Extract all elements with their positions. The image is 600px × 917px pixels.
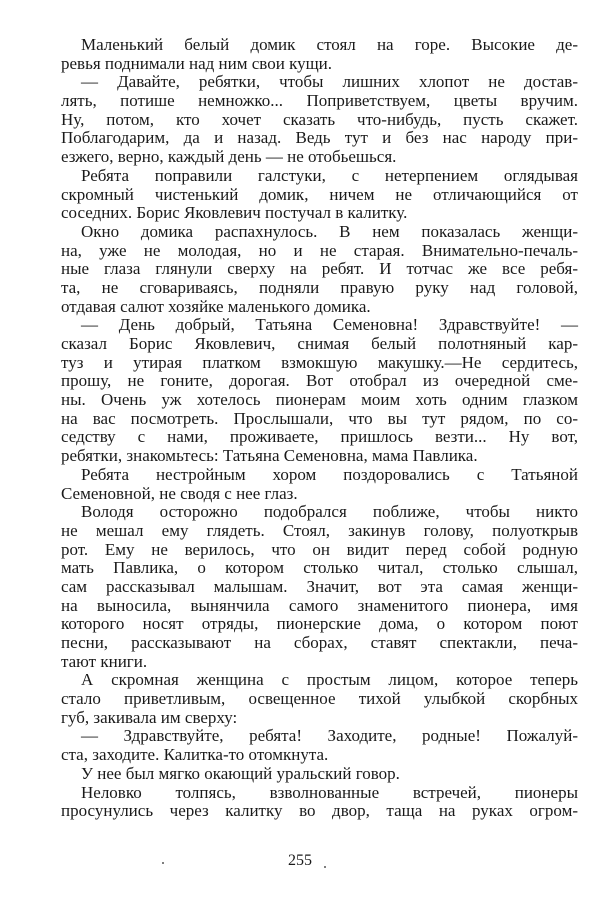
text-line: ные глаза глянули сверху на ребят. И тотчас же все ребя- (61, 259, 578, 279)
text-line: туз и утирая платком взмокшую макушку.—Не сердитесь, (61, 352, 578, 372)
text-line: скромный чистенький домик, ничем не отличающийся от (61, 184, 578, 204)
paragraph (61, 765, 578, 784)
text-line: соседних. Борис Яковлевич постучал в калитку. (61, 203, 408, 223)
text-line: сам рассказывал малышам. Значит, вот эта самая женщи- (61, 576, 578, 596)
text-line: отдавая салют хозяйке маленького домика. (61, 296, 371, 316)
paragraph (61, 727, 578, 764)
text-line: Ребята нестройным хором поздоровались с Татьяной (81, 464, 578, 484)
text-line: ребятки, знакомьтесь: Татьяна Семеновна, мама Павлика. (61, 446, 478, 466)
paragraph (61, 36, 578, 73)
text-line: ны. Очень уж хотелось пионерам моим хоть одним глазком (61, 390, 578, 410)
text-line: на, уже не молодая, но и не старая. Внимательно-печаль- (61, 240, 578, 260)
text-line: которого носят отряды, пионерские дома, о котором поют (61, 614, 578, 634)
text-line: А скромная женщина с простым лицом, которое теперь (81, 670, 578, 690)
text-line: просунулись через калитку во двор, таща на руках огром- (61, 801, 578, 821)
text-line: лять, потише немножко... Поприветствуем, цветы вручим. (61, 91, 578, 111)
text-line: ревья поднимали над ним свои кущи. (61, 53, 333, 73)
text-line: губ, закивала им сверху: (61, 707, 238, 727)
text-line: мать Павлика, о котором столько читал, столько слышал, (61, 558, 578, 578)
text-line: стало приветливым, освещенное тихой улыбкой скорбных (61, 689, 578, 709)
text-line: Неловко толпясь, взволнованные встречей, пионеры (81, 782, 578, 802)
text-line: Поблагодарим, да и назад. Ведь тут и без нас народу при- (61, 128, 578, 148)
text-line: песни, рассказывают на сборах, ставят спектакли, печа- (61, 633, 578, 652)
text-line: рот. Ему не верилось, что он видит перед собой родную (61, 539, 578, 559)
text-line: — Здравствуйте, ребята! Заходите, родные! Пожалуй- (81, 726, 578, 746)
text-line: Ребята поправили галстуки, с нетерпением оглядывая (81, 165, 578, 185)
text-line: Маленький белый домик стоял на горе. Высокие де- (81, 35, 578, 54)
text-line: Окно домика распахнулось. В нем показалась женщи- (81, 221, 578, 241)
text-line: не мешал ему глядеть. Стоял, закинув голову, полуоткрыв (61, 520, 578, 540)
paragraph (61, 73, 578, 166)
text-line: — День добрый, Татьяна Семеновна! Здравствуйте! — (81, 315, 578, 335)
text-line: У нее был мягко окающий уральский говор. (81, 763, 400, 783)
book-page-text (61, 36, 578, 821)
paragraph (61, 503, 578, 671)
text-line: та, не сговариваясь, подняли правую руку над головой, (61, 277, 578, 297)
paragraph (61, 167, 578, 223)
page-number: 255 (288, 852, 312, 869)
paragraph (61, 466, 578, 503)
text-line: на вас посмотреть. Прослышали, что вы тут рядом, по со- (61, 408, 578, 428)
paragraph (61, 316, 578, 466)
text-line: ста, заходите. Калитка-то отомкнута. (61, 745, 329, 765)
paragraph (61, 671, 578, 727)
scan-speck (324, 866, 326, 868)
paragraph (61, 784, 578, 821)
text-line: седству с нами, проживаете, пришлось везти... Ну вот, (61, 427, 578, 447)
text-line: Семеновной, не сводя с нее глаз. (61, 483, 298, 503)
text-line: Володя осторожно подобрался поближе, чтобы никто (81, 502, 578, 522)
text-line: Ну, потом, кто хочет сказать что-нибудь, пусть скажет. (61, 109, 578, 129)
scan-speck (162, 862, 164, 864)
text-line: прошу, не гоните, дорогая. Вот отобрал из очередной сме- (61, 371, 578, 391)
text-line: — Давайте, ребятки, чтобы лишних хлопот не достав- (81, 72, 578, 92)
paragraph (61, 223, 578, 316)
text-line: сказал Борис Яковлевич, снимая белый полотняный кар- (61, 334, 578, 353)
text-line: езжего, верно, каждый день — не отобьешься. (61, 147, 397, 167)
text-line: на выносила, вынянчила самого знаменитого пионера, имя (61, 595, 578, 615)
text-line: тают книги. (61, 651, 148, 671)
